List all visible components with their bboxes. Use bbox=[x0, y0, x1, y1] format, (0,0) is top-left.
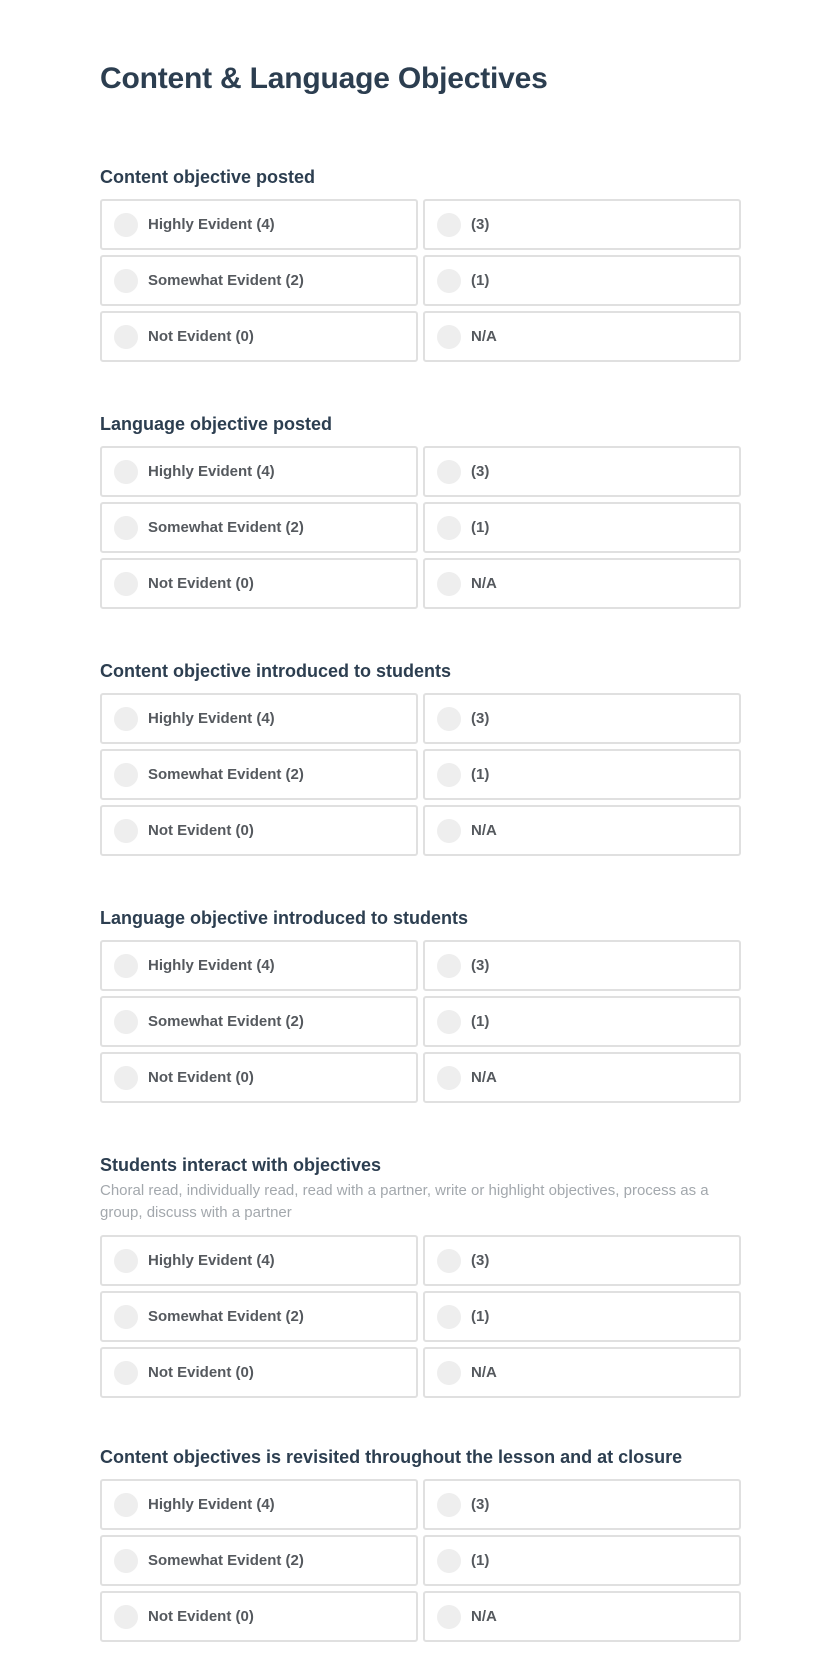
question-title: Students interact with objectives bbox=[100, 1155, 382, 1175]
radio-button[interactable] bbox=[437, 1605, 461, 1629]
option-1[interactable] bbox=[423, 1535, 741, 1586]
option-label: Highly Evident (4) bbox=[148, 1252, 275, 1269]
option-label: Somewhat Evident (2) bbox=[148, 1308, 304, 1325]
option-3[interactable] bbox=[423, 446, 741, 497]
option-grid bbox=[100, 1479, 740, 1642]
option-label: Highly Evident (4) bbox=[148, 710, 275, 727]
option-grid bbox=[100, 199, 740, 362]
question-description: Choral read, individually read, read with a partner, write or highlight objectives, process as a group, discuss with a partner bbox=[100, 1182, 709, 1221]
radio-button[interactable] bbox=[437, 1249, 461, 1273]
option-label: (3) bbox=[471, 1252, 490, 1269]
option-label: Highly Evident (4) bbox=[148, 463, 275, 480]
option-grid bbox=[100, 940, 740, 1103]
radio-button[interactable] bbox=[114, 1361, 138, 1385]
radio-button[interactable] bbox=[437, 707, 461, 731]
radio-button[interactable] bbox=[114, 1305, 138, 1329]
option-not-evident[interactable] bbox=[100, 311, 418, 362]
option-somewhat-evident[interactable] bbox=[100, 255, 418, 306]
radio-button[interactable] bbox=[114, 572, 138, 596]
option-1[interactable] bbox=[423, 996, 741, 1047]
question-content-objective-revisited bbox=[100, 1446, 740, 1642]
option-1[interactable] bbox=[423, 1291, 741, 1342]
option-1[interactable] bbox=[423, 255, 741, 306]
radio-button[interactable] bbox=[114, 819, 138, 843]
radio-button[interactable] bbox=[114, 213, 138, 237]
radio-button[interactable] bbox=[437, 1493, 461, 1517]
radio-button[interactable] bbox=[114, 707, 138, 731]
radio-button[interactable] bbox=[114, 460, 138, 484]
option-label: N/A bbox=[471, 822, 497, 839]
question-language-objective-introduced bbox=[100, 907, 740, 1103]
radio-button[interactable] bbox=[114, 1066, 138, 1090]
option-highly-evident[interactable] bbox=[100, 1479, 418, 1530]
option-na[interactable] bbox=[423, 558, 741, 609]
option-somewhat-evident[interactable] bbox=[100, 1535, 418, 1586]
option-label: (1) bbox=[471, 519, 490, 536]
option-somewhat-evident[interactable] bbox=[100, 1291, 418, 1342]
option-label: (1) bbox=[471, 766, 490, 783]
option-label: (3) bbox=[471, 463, 490, 480]
radio-button[interactable] bbox=[437, 1361, 461, 1385]
radio-button[interactable] bbox=[437, 1066, 461, 1090]
option-label: (1) bbox=[471, 272, 490, 289]
option-na[interactable] bbox=[423, 805, 741, 856]
option-somewhat-evident[interactable] bbox=[100, 749, 418, 800]
radio-button[interactable] bbox=[114, 954, 138, 978]
radio-button[interactable] bbox=[437, 325, 461, 349]
option-na[interactable] bbox=[423, 311, 741, 362]
page-title: Content & Language Objectives bbox=[100, 62, 548, 95]
option-label: (3) bbox=[471, 957, 490, 974]
option-na[interactable] bbox=[423, 1591, 741, 1642]
option-label: Not Evident (0) bbox=[148, 328, 254, 345]
option-label: Somewhat Evident (2) bbox=[148, 1013, 304, 1030]
option-label: Not Evident (0) bbox=[148, 822, 254, 839]
radio-button[interactable] bbox=[114, 1549, 138, 1573]
option-label: Not Evident (0) bbox=[148, 575, 254, 592]
radio-button[interactable] bbox=[114, 1493, 138, 1517]
question-title: Language objective introduced to students bbox=[100, 908, 469, 928]
option-label: Somewhat Evident (2) bbox=[148, 1552, 304, 1569]
option-highly-evident[interactable] bbox=[100, 446, 418, 497]
question-title: Content objective introduced to students bbox=[100, 661, 452, 681]
option-grid bbox=[100, 446, 740, 609]
question-title: Content objective posted bbox=[100, 167, 316, 187]
radio-button[interactable] bbox=[114, 325, 138, 349]
option-highly-evident[interactable] bbox=[100, 940, 418, 991]
option-label: Somewhat Evident (2) bbox=[148, 766, 304, 783]
option-somewhat-evident[interactable] bbox=[100, 502, 418, 553]
option-not-evident[interactable] bbox=[100, 1591, 418, 1642]
question-content-objective-introduced bbox=[100, 660, 740, 856]
option-not-evident[interactable] bbox=[100, 1347, 418, 1398]
option-label: Highly Evident (4) bbox=[148, 216, 275, 233]
radio-button[interactable] bbox=[114, 763, 138, 787]
option-label: (3) bbox=[471, 710, 490, 727]
radio-button[interactable] bbox=[114, 1010, 138, 1034]
radio-button[interactable] bbox=[437, 269, 461, 293]
option-1[interactable] bbox=[423, 502, 741, 553]
radio-button[interactable] bbox=[437, 460, 461, 484]
option-label: Somewhat Evident (2) bbox=[148, 272, 304, 289]
option-1[interactable] bbox=[423, 749, 741, 800]
option-label: N/A bbox=[471, 1364, 497, 1381]
option-label: Highly Evident (4) bbox=[148, 957, 275, 974]
option-label: (1) bbox=[471, 1308, 490, 1325]
radio-button[interactable] bbox=[114, 1605, 138, 1629]
option-highly-evident[interactable] bbox=[100, 1235, 418, 1286]
option-highly-evident[interactable] bbox=[100, 693, 418, 744]
radio-button[interactable] bbox=[437, 1549, 461, 1573]
option-label: N/A bbox=[471, 328, 497, 345]
option-na[interactable] bbox=[423, 1052, 741, 1103]
question-title: Language objective posted bbox=[100, 414, 333, 434]
option-label: N/A bbox=[471, 1608, 497, 1625]
option-label: Somewhat Evident (2) bbox=[148, 519, 304, 536]
option-not-evident[interactable] bbox=[100, 558, 418, 609]
radio-button[interactable] bbox=[437, 954, 461, 978]
question-title: Content objectives is revisited throughout the lesson and at closure bbox=[100, 1447, 683, 1467]
option-3[interactable] bbox=[423, 199, 741, 250]
radio-button[interactable] bbox=[114, 269, 138, 293]
radio-button[interactable] bbox=[114, 516, 138, 540]
option-3[interactable] bbox=[423, 1479, 741, 1530]
question-students-interact bbox=[100, 1154, 740, 1398]
radio-button[interactable] bbox=[114, 1249, 138, 1273]
radio-button[interactable] bbox=[437, 572, 461, 596]
radio-button[interactable] bbox=[437, 819, 461, 843]
option-label: (1) bbox=[471, 1013, 490, 1030]
option-label: (3) bbox=[471, 216, 490, 233]
option-grid bbox=[100, 1235, 740, 1398]
option-grid bbox=[100, 693, 740, 856]
option-3[interactable] bbox=[423, 1235, 741, 1286]
option-not-evident[interactable] bbox=[100, 805, 418, 856]
option-label: Not Evident (0) bbox=[148, 1608, 254, 1625]
radio-button[interactable] bbox=[437, 1305, 461, 1329]
radio-button[interactable] bbox=[437, 516, 461, 540]
radio-button[interactable] bbox=[437, 1010, 461, 1034]
option-label: Highly Evident (4) bbox=[148, 1496, 275, 1513]
option-somewhat-evident[interactable] bbox=[100, 996, 418, 1047]
question-language-objective-posted bbox=[100, 413, 740, 609]
radio-button[interactable] bbox=[437, 213, 461, 237]
option-label: (1) bbox=[471, 1552, 490, 1569]
option-3[interactable] bbox=[423, 940, 741, 991]
option-na[interactable] bbox=[423, 1347, 741, 1398]
radio-button[interactable] bbox=[437, 763, 461, 787]
option-label: Not Evident (0) bbox=[148, 1364, 254, 1381]
option-highly-evident[interactable] bbox=[100, 199, 418, 250]
option-label: N/A bbox=[471, 1069, 497, 1086]
option-3[interactable] bbox=[423, 693, 741, 744]
option-not-evident[interactable] bbox=[100, 1052, 418, 1103]
option-label: (3) bbox=[471, 1496, 490, 1513]
option-label: N/A bbox=[471, 575, 497, 592]
question-content-objective-posted bbox=[100, 166, 740, 362]
option-label: Not Evident (0) bbox=[148, 1069, 254, 1086]
